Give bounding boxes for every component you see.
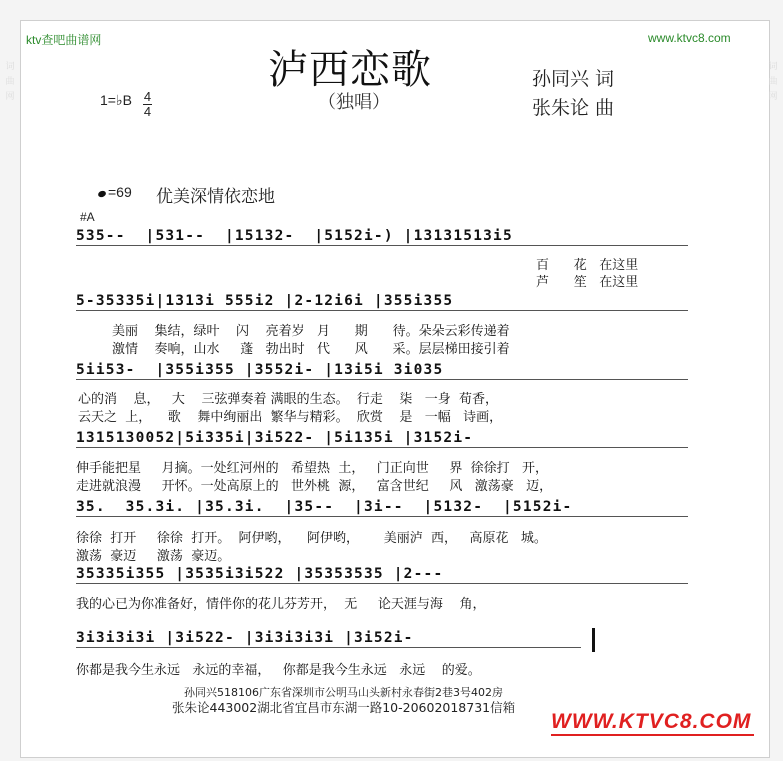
side-watermark-left: 词曲网 (5, 62, 15, 102)
notation-line-2: 5-35335i|1313i 555i2 |2-12i6i |355i355 (76, 293, 688, 311)
meter-bottom: 4 (143, 104, 152, 119)
address-composer: 张朱论443002湖北省宜昌市东湖一路10-2060201873​1信箱 (172, 700, 516, 715)
notation-line-4: 1315130052|5i335i|3i522- |5i135i |3152i- (76, 430, 688, 448)
composer-credit: 张朱论 曲 (532, 97, 615, 119)
lyric-4a: 伸手能把星 月摘。一处红河州的 希望热 土， 门正向世 界 徐徐打 开， (76, 461, 549, 476)
logo-underline (551, 734, 754, 736)
song-title: 泸西恋歌 (268, 47, 432, 93)
quarter-note-icon (97, 190, 107, 198)
lyricist-credit: 孙同兴 词 (532, 68, 615, 90)
lyric-1b: 芦 笙 在这里 (536, 275, 639, 290)
key-mark: #A (80, 210, 95, 224)
address-lyricist: 孙同兴518106广东省深圳市公明马山头新村永春街2巷3号402房 (184, 686, 503, 699)
expression-mark: 优美深情依恋地 (156, 187, 275, 207)
lyric-3b: 云天之 上， 歌 舞中绚丽出 繁华与精彩。 欣赏 是 一幅 诗画， (78, 410, 503, 425)
lyric-5a: 徐徐 打开 徐徐 打开。 阿伊哟， 阿伊哟， 美丽泸 西， 高原花 城。 (76, 531, 547, 546)
notation-line-3: 5ii53- |355i355 |3552i- |13i5i 3i035 (76, 362, 688, 380)
site-logo[interactable]: WWW.KTVC8.COM (551, 710, 752, 733)
lyric-7: 你都是我今生永远 永远的幸福， 你都是我今生永远 永远 的爱。 (76, 663, 481, 678)
notation-line-7: 3i3i3i3i |3i522- |3i3i3i3i |3i52i- (76, 630, 581, 648)
lyric-6: 我的心已为你准备好，情伴你的花儿芬芳开， 无 论天涯与海 角， (76, 597, 486, 612)
notation-line-5: 35. 35.3i. |35.3i. |35-- |3i-- |5132- |5152i- (76, 499, 688, 517)
final-barline (592, 628, 595, 652)
meter-top: 4 (143, 89, 152, 104)
lyric-1a: 百 花 在这里 (536, 258, 639, 273)
lyric-5b: 激荡 豪迈 激荡 豪迈。 (76, 549, 231, 564)
key-signature: 1=♭B (100, 92, 132, 108)
notation-line-6: 35335i355 |3535i3i522 |35353535 |2--- (76, 566, 688, 584)
side-watermark-right: 词曲网 (768, 62, 778, 102)
time-signature (143, 90, 152, 118)
tempo-value: =69 (108, 184, 132, 200)
site-name-left[interactable]: ktv查吧曲谱网 (26, 33, 102, 47)
lyric-2b: 激情 奏响，山水 蓬 勃出时 代 风 采。层层梯田接引着 (112, 342, 510, 357)
lyric-4b: 走进就浪漫 开怀。一处高原上的 世外桃 源， 富含世纪 风 激荡豪 迈， (76, 479, 553, 494)
lyric-2a: 美丽 集结，绿叶 闪 亮着岁 月 期 待。朵朵云彩传递着 (112, 324, 510, 339)
lyric-3a: 心的消 息， 大 三弦弹奏着 满眼的生态。 行走 柒 一身 荀香， (78, 392, 499, 407)
song-subtitle: （独唱） (318, 92, 390, 113)
notation-line-1: 535-- |531-- |15132- |5152i-) |13131513i5 (76, 228, 688, 246)
site-url-right[interactable]: www.ktvc8.com (648, 31, 731, 45)
tempo-mark (98, 184, 132, 200)
